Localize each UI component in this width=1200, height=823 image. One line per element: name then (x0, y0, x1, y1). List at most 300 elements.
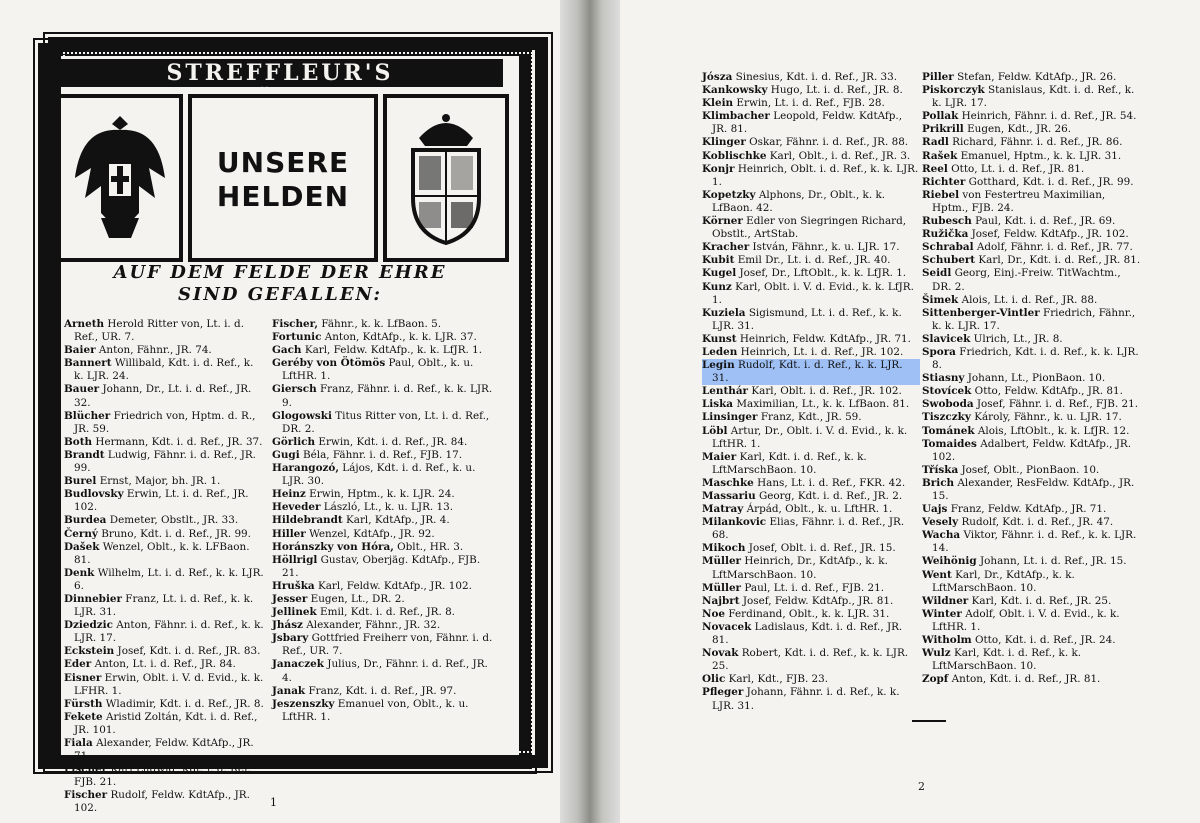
surname: Brandt (64, 448, 105, 461)
surname: Lenthár (702, 385, 749, 398)
list-item (702, 595, 920, 608)
list-item (702, 647, 920, 673)
entry-details: Josef, Dr., LftOblt., k. k. LfJR. 1. (739, 267, 907, 280)
surname: Harangozó, (272, 462, 339, 475)
entry-details: Anton, Kdt. i. d. Ref., JR. 81. (951, 673, 1101, 686)
surname: Wildner (922, 594, 969, 607)
entry-details: Stefan, Feldw. KdtAfp., JR. 26. (957, 71, 1117, 83)
list-item (922, 150, 1142, 163)
surname: Kubit (702, 254, 735, 267)
entry-details: Emil, Kdt. i. d. Ref., JR. 8. (320, 606, 455, 619)
list-item (922, 569, 1142, 595)
surname: Kugel (702, 267, 737, 280)
entry-details: Richard, Fähnr. i. d. Ref., JR. 86. (952, 136, 1123, 149)
surname: Maier (702, 450, 737, 463)
entry-details: Wilhelm, Lt. i. d. Ref., k. k. LJR. 6. (74, 566, 264, 592)
list-item (702, 84, 920, 97)
entry-details: Erwin, Lt. i. d. Ref., JR. 102. (74, 488, 249, 514)
entry-details: Gustav, Oberjäg. KdtAfp., FJB. 21. (282, 553, 481, 579)
entry-details: Alexander, Feldw. KdtAfp., JR. 71. (74, 737, 254, 763)
entry-details: Karl, Feldw. KdtAfp., k. k. LfJR. 1. (304, 344, 483, 357)
surname: Tomaides (922, 437, 977, 450)
list-item (702, 189, 920, 215)
surname: Šimek (922, 293, 959, 306)
surname: Fürsth (64, 697, 103, 710)
entry-details: László, Lt., k. u. LJR. 13. (323, 501, 454, 514)
surname: Seidl (922, 267, 952, 280)
surname: Gach (272, 344, 302, 357)
surname: Wulz (922, 647, 951, 660)
list-item (922, 71, 1142, 84)
surname: Weihönig (922, 555, 977, 568)
surname: Tiszczky (922, 411, 971, 424)
list-item (702, 71, 920, 84)
entry-details: Paul, Lt. i. d. Ref., FJB. 21. (744, 581, 885, 594)
list-item (922, 123, 1142, 136)
entry-details: Stanislaus, Kdt. i. d. Ref., k. k. LJR. 17. (932, 84, 1135, 110)
list-item (272, 449, 494, 462)
entry-details: von Festertreu Maximilian, Hptm., FJB. 24. (932, 188, 1106, 214)
list-item (702, 136, 920, 149)
entry-details: Heinrich, Lt. i. d. Ref., JR. 102. (740, 345, 904, 358)
entry-details: Willibald, Kdt. i. d. Ref., k. k. LJR. 24. (74, 357, 254, 383)
list-item (922, 595, 1142, 608)
surname: Körner (702, 215, 743, 228)
list-item (922, 438, 1142, 464)
surname: Janak (272, 684, 306, 697)
entry-details: Friedrich von, Hptm. d. R., JR. 59. (74, 409, 256, 435)
list-item (702, 411, 920, 424)
list-item (272, 514, 494, 527)
surname: Höllrigl (272, 553, 318, 566)
surname: Olic (702, 673, 726, 686)
entry-details: Heinrich, Feldw. KdtAfp., JR. 71. (739, 332, 911, 345)
entry-details: Alexander, ResFeldw. KdtAfp., JR. 15. (932, 476, 1135, 502)
list-item (702, 281, 920, 307)
entry-details: Rudolf, Kdt. i. d. Ref., JR. 47. (961, 516, 1114, 529)
entry-details: Otto, Lt. i. d. Ref., JR. 81. (951, 162, 1085, 175)
entry-details: Bruno, Kdt. i. d. Ref., JR. 99. (101, 527, 251, 540)
surname: Liska (702, 398, 734, 411)
entry-details: Ladislaus, Kdt. i. d. Ref., JR. 81. (712, 620, 903, 647)
entry-details: Erwin, Lt. i. d. Ref., FJB. 28. (736, 97, 885, 110)
surname: Fischer (64, 763, 108, 776)
surname: Maschke (702, 476, 754, 489)
list-item (272, 593, 494, 606)
surname: Klimbacher (702, 110, 770, 123)
list-item (702, 490, 920, 503)
entry-details: Alphons, Dr., Oblt., k. k. LfBaon. 42. (712, 188, 886, 214)
entry-details: Friedrich, Kdt. i. d. Ref., k. k. LJR. 8. (932, 345, 1139, 372)
surname: Fortunic (272, 331, 322, 344)
entry-details: Josef, Oblt. i. d. Ref., JR. 15. (748, 542, 896, 555)
entry-details: Gottfried Freiherr von, Fähnr. i. d. Ref., UR. 7. (282, 632, 493, 658)
entry-details: Wenzel, Oblt., k. k. LFBaon. 81. (74, 540, 250, 566)
page-number-right: 2 (918, 780, 925, 793)
right-column-2 (922, 71, 1142, 686)
list-item (922, 163, 1142, 176)
surname: Slavicek (922, 332, 971, 345)
entry-details: Otto, Feldw. KdtAfp., JR. 81. (974, 385, 1123, 398)
list-item (922, 110, 1142, 123)
masthead-title: STREFFLEUR'S (57, 59, 503, 87)
list-item (64, 619, 264, 645)
surname: Novacek (702, 620, 752, 633)
right-column-1 (702, 71, 920, 713)
list-item (922, 267, 1142, 293)
list-item (272, 632, 494, 658)
list-item (64, 541, 264, 567)
list-item (702, 425, 920, 451)
list-item (702, 608, 920, 621)
entry-details: Otto, Kdt. i. d. Ref., JR. 24. (974, 634, 1116, 647)
emblem-frame-right (383, 94, 509, 262)
surname: Görlich (272, 435, 316, 448)
surname: Klein (702, 97, 734, 110)
surname: Müller (702, 581, 742, 594)
surname: Noe (702, 607, 726, 620)
list-item (922, 241, 1142, 254)
entry-details: Oskar, Fähnr. i. d. Ref., JR. 88. (749, 136, 909, 149)
double-eagle-emblem-icon (71, 108, 169, 248)
entry-details: Johann, Lt. i. d. Ref., JR. 15. (979, 555, 1127, 568)
list-item (272, 318, 494, 331)
entry-details: Ernst, Major, bh. JR. 1. (99, 475, 221, 488)
surname: Hruška (272, 579, 315, 592)
entry-details: Maximilian, Lt., k. k. LfBaon. 81. (736, 398, 910, 411)
entry-details: Franz, Kdt., JR. 59. (760, 411, 862, 424)
list-item (272, 541, 494, 554)
list-item (272, 410, 494, 436)
entry-details: Edler von Siegringen Richard, Obstlt., ArtStab. (712, 215, 907, 241)
entry-details: Eugen, Kdt., JR. 26. (967, 123, 1072, 136)
list-item (922, 385, 1142, 398)
surname: Reel (922, 162, 948, 175)
list-item (922, 333, 1142, 346)
surname: Radl (922, 136, 949, 149)
list-item (702, 385, 920, 398)
surname: Arneth (64, 318, 105, 330)
entry-details: Rudolf, Kdt. i. d. Ref., k. k. LJR. 31. (712, 359, 903, 385)
surname: Černý (64, 527, 98, 540)
entry-details: Georg, Einj.-Freiw. TitWachtm., DR. 2. (932, 267, 1121, 293)
surname: Giersch (272, 383, 317, 396)
list-item (702, 333, 920, 346)
surname: Budlovsky (64, 488, 124, 501)
list-item (272, 606, 494, 619)
list-item (922, 529, 1142, 555)
surname: Denk (64, 566, 95, 579)
entry-details: Anton, KdtAfp., k. k. LJR. 37. (324, 331, 477, 344)
entry-details: Karl Ludwig, Kdt. i. d. Ref., FJB. 21. (74, 763, 255, 789)
list-item (702, 254, 920, 267)
entry-details: Paul, Oblt., k. u. LftHR. 1. (282, 357, 474, 383)
surname: Kankowsky (702, 84, 768, 97)
subheading-line-1: AUF DEM FELDE DER EHRE (113, 262, 447, 283)
list-item (272, 357, 494, 383)
surname: Sittenberger-Vintler (922, 306, 1040, 319)
left-column-2 (272, 318, 494, 724)
entry-details: Karl, Feldw. KdtAfp., JR. 102. (317, 579, 472, 592)
list-item (922, 425, 1142, 438)
surname: Najbrt (702, 594, 740, 607)
entry-details: Adolf, Oblt. i. V. d. Evid., k. k. LftHR. 1. (932, 607, 1120, 633)
surname: Prikrill (922, 123, 964, 136)
list-item (64, 737, 264, 763)
surname: Brich (922, 476, 955, 489)
surname: Klinger (702, 136, 746, 149)
entry-details: Karl, Dr., KdtAfp., k. k. LftMarschBaon. 10. (932, 568, 1075, 594)
entry-details: Julius, Dr., Fähnr. i. d. Ref., JR. 4. (282, 658, 488, 684)
surname: Swoboda (922, 398, 974, 411)
list-item (64, 763, 264, 789)
entry-details: Adolf, Fähnr. i. d. Ref., JR. 77. (976, 241, 1133, 254)
surname: Kracher (702, 241, 750, 254)
list-item (922, 372, 1142, 385)
entry-details: Franz, Kdt. i. d. Ref., JR. 97. (308, 684, 457, 697)
list-item (272, 658, 494, 684)
list-item (64, 475, 264, 488)
surname: Riebel (922, 188, 960, 201)
list-item (272, 344, 494, 357)
list-item (272, 554, 494, 580)
highlighted-list-item (702, 359, 920, 385)
entry-details: Erwin, Hptm., k. k. LJR. 24. (309, 488, 455, 501)
surname: Rašek (922, 149, 958, 162)
entry-details: Oblt., HR. 3. (397, 540, 464, 553)
list-item (922, 464, 1142, 477)
entry-details: Karl, Kdt. i. d. Ref., k. k. LftMarschBaon. 10. (932, 647, 1082, 673)
entry-details: Karl, Oblt. i. V. d. Evid., k. k. LfJR. 1. (712, 280, 914, 306)
surname: Milankovic (702, 516, 767, 529)
list-item (64, 357, 264, 383)
list-item (702, 673, 920, 686)
entry-details: Josef, Fähnr. i. d. Ref., FJB. 21. (976, 398, 1139, 411)
surname: Ružička (922, 228, 969, 241)
surname: Jeszenszky (272, 697, 335, 710)
surname: Hildebrandt (272, 514, 343, 527)
surname: Zopf (922, 673, 949, 686)
list-item (922, 254, 1142, 267)
entry-details: Anton, Fähnr., JR. 74. (98, 344, 212, 357)
list-item (922, 228, 1142, 241)
entry-details: Johann, Fähnr. i. d. Ref., k. k. LJR. 31. (712, 686, 900, 712)
surname: Jesser (272, 592, 308, 605)
list-item (64, 711, 264, 737)
surname: Konjr (702, 162, 735, 175)
entry-details: Karl, Kdt. i. d. Ref., k. k. LftMarschBaon. 10. (712, 450, 867, 476)
entry-details: Ludwig, Fähnr. i. d. Ref., JR. 99. (74, 448, 256, 475)
list-item (922, 503, 1142, 516)
list-item (64, 318, 264, 344)
surname: Wacha (922, 529, 961, 542)
surname: Müller (702, 555, 742, 568)
surname: Linsinger (702, 411, 758, 424)
entry-details: Erwin, Kdt. i. d. Ref., JR. 84. (318, 435, 468, 448)
surname: Fekete (64, 710, 103, 723)
entry-details: Anton, Fähnr. i. d. Ref., k. k. LJR. 17. (74, 619, 264, 645)
list-item (64, 449, 264, 475)
list-item (702, 110, 920, 136)
surname: Fischer, (272, 318, 319, 330)
entry-details: Alexander, Fähnr., JR. 32. (306, 619, 441, 632)
entry-details: Aristid Zoltán, Kdt. i. d. Ref., JR. 101. (74, 710, 258, 736)
list-item (922, 307, 1142, 333)
list-item (272, 462, 494, 488)
entry-details: Sinesius, Kdt. i. d. Ref., JR. 33. (735, 71, 898, 83)
surname: Stiasny (922, 372, 965, 385)
list-item (272, 331, 494, 344)
entry-details: Friedrich, Fähnr., k. k. LJR. 17. (932, 306, 1136, 332)
surname: Leden (702, 345, 738, 358)
surname: Eckstein (64, 645, 115, 658)
surname: Vesely (922, 516, 959, 529)
surname: Hiller (272, 527, 306, 540)
list-item (64, 514, 264, 527)
page-number-left: 1 (270, 796, 277, 809)
surname: Jellinek (272, 606, 317, 619)
list-item (272, 383, 494, 409)
list-item (922, 136, 1142, 149)
entry-details: Hans, Lt. i. d. Ref., FKR. 42. (757, 476, 906, 489)
entry-details: Béla, Fähnr. i. d. Ref., FJB. 17. (302, 448, 463, 461)
entry-details: Emanuel, Hptm., k. k. LJR. 31. (960, 149, 1122, 162)
list-item (702, 267, 920, 280)
surname: Kunst (702, 332, 737, 345)
surname: Janaczek (272, 658, 324, 671)
entry-details: Alois, LftOblt., k. k. LfJR. 12. (977, 424, 1130, 437)
entry-details: Hermann, Kdt. i. d. Ref., JR. 37. (95, 435, 263, 448)
surname: Geréby von Ötömös (272, 357, 386, 370)
list-item (64, 658, 264, 671)
crowned-shield-emblem-icon (397, 108, 495, 248)
entry-details: Heinrich, Fähnr. i. d. Ref., JR. 54. (961, 110, 1137, 123)
list-item (702, 686, 920, 712)
left-column-1 (64, 318, 264, 816)
list-item (272, 685, 494, 698)
entry-details: Sigismund, Lt. i. d. Ref., k. k. LJR. 31. (712, 306, 902, 332)
entry-details: Franz, Feldw. KdtAfp., JR. 71. (950, 503, 1107, 516)
surname: Piskorczyk (922, 84, 985, 97)
entry-details: Emanuel von, Oblt., k. u. LftHR. 1. (282, 697, 469, 723)
entry-details: Viktor, Fähnr. i. d. Ref., k. k. LJR. 14. (932, 529, 1137, 555)
list-item (922, 411, 1142, 424)
list-item (702, 621, 920, 647)
entry-details: Heinrich, Oblt. i. d. Ref., k. k. LJR. 1. (712, 162, 919, 188)
list-item (922, 398, 1142, 411)
entry-details: Wladimir, Kdt. i. d. Ref., JR. 8. (105, 697, 264, 710)
list-item (702, 582, 920, 595)
entry-details: István, Fähnr., k. u. LJR. 17. (752, 241, 900, 254)
surname: Massariu (702, 490, 756, 502)
list-item (702, 398, 920, 411)
list-item (702, 542, 920, 555)
surname: Pfleger (702, 686, 744, 699)
surname: Matray (702, 503, 744, 516)
list-item (702, 555, 920, 581)
entry-details: Franz, Fähnr. i. d. Ref., k. k. LJR. 9. (282, 383, 493, 409)
surname: Burdea (64, 514, 107, 527)
entry-details: Adalbert, Feldw. KdtAfp., JR. 102. (932, 437, 1132, 463)
list-item (922, 647, 1142, 673)
surname: Gugi (272, 448, 300, 461)
list-item (64, 593, 264, 619)
list-item (922, 176, 1142, 189)
list-item (702, 150, 920, 163)
emblem-frame-left (57, 94, 183, 262)
surname: Dašek (64, 540, 100, 553)
surname: Spora (922, 345, 956, 358)
list-item (64, 488, 264, 514)
list-item (922, 634, 1142, 647)
list-item (922, 84, 1142, 110)
list-item (272, 580, 494, 593)
entry-details: Josef, Feldw. KdtAfp., JR. 102. (971, 228, 1129, 241)
list-item (922, 608, 1142, 634)
surname: Baier (64, 344, 96, 357)
entry-details: Josef, Oblt., PionBaon. 10. (961, 463, 1100, 476)
surname: Piller (922, 71, 954, 83)
list-item (922, 189, 1142, 215)
entry-details: Károly, Fähnr., k. u. LJR. 17. (974, 411, 1122, 424)
heading-line-2: HELDEN (216, 180, 350, 213)
entry-details: Johann, Lt., PionBaon. 10. (967, 372, 1106, 385)
list-item (272, 501, 494, 514)
entry-details: Karl, Kdt. i. d. Ref., JR. 25. (971, 594, 1112, 607)
list-item (64, 567, 264, 593)
surname: Jsbary (272, 632, 309, 645)
end-divider (912, 720, 946, 722)
entry-details: Wenzel, KdtAfp., JR. 92. (309, 527, 435, 540)
surname: Heinz (272, 488, 306, 501)
entry-details: Paul, Kdt. i. d. Ref., JR. 69. (975, 215, 1116, 228)
entry-details: Alois, Lt. i. d. Ref., JR. 88. (961, 293, 1098, 306)
list-item (922, 555, 1142, 568)
list-item (922, 673, 1142, 686)
surname: Schrabal (922, 241, 974, 254)
surname: Went (922, 568, 952, 581)
list-item (702, 503, 920, 516)
surname: Witholm (922, 634, 972, 647)
list-item (702, 163, 920, 189)
list-item (922, 294, 1142, 307)
surname: Schubert (922, 254, 976, 267)
surname: Jósza (702, 71, 733, 83)
list-item (702, 477, 920, 490)
surname: Glogowski (272, 409, 332, 422)
entry-details: Hugo, Lt. i. d. Ref., JR. 8. (770, 84, 903, 97)
entry-details: Karl, Dr., Kdt. i. d. Ref., JR. 81. (978, 254, 1141, 267)
surname: Bauer (64, 383, 100, 396)
list-item (702, 346, 920, 359)
entry-details: Artur, Dr., Oblt. i. V. d. Evid., k. k. LftHR. 1. (712, 424, 908, 450)
list-item (272, 528, 494, 541)
entry-details: Elias, Fähnr. i. d. Ref., JR. 68. (712, 516, 905, 542)
surname: Tománek (922, 424, 975, 437)
list-item (702, 451, 920, 477)
entry-details: Lájos, Kdt. i. d. Ref., k. u. LJR. 30. (282, 462, 476, 488)
list-item (922, 477, 1142, 503)
list-item (64, 528, 264, 541)
surname: Burel (64, 475, 97, 488)
list-item (922, 215, 1142, 228)
entry-details: Rudolf, Feldw. KdtAfp., JR. 102. (74, 789, 250, 815)
entry-details: Heinrich, Dr., KdtAfp., k. k. LftMarschBaon. 10. (712, 555, 888, 581)
entry-details: Karl, KdtAfp., JR. 4. (346, 514, 450, 527)
entry-details: Eugen, Lt., DR. 2. (310, 592, 405, 605)
surname: Kuziela (702, 306, 746, 319)
entry-details: Ferdinand, Oblt., k. k. LJR. 31. (728, 607, 890, 620)
